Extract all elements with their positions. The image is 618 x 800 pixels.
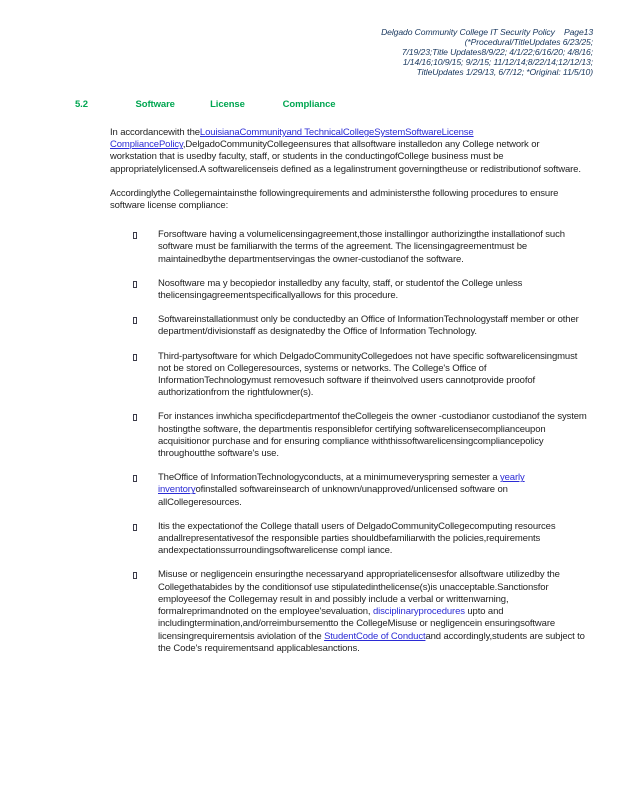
bullet-text (158, 351, 587, 400)
bullet-list (110, 229, 587, 655)
bullet-glyph-column (133, 569, 158, 583)
bullet-glyph-column (133, 411, 158, 425)
text-run: Softwareinstallationmust only be conductedby an Office of InformationTechnologystaff member or other department/divisionstaff as designatedby the Office of Information Technology. (158, 314, 579, 338)
bullet-glyph-column (133, 521, 158, 535)
bullet-marker-icon (133, 317, 137, 324)
bullet-text (158, 411, 587, 460)
bullet-glyph-column (133, 351, 158, 365)
bullet-item (110, 229, 587, 266)
bullet-glyph-column (133, 229, 158, 243)
bullet-text (158, 472, 587, 509)
bullet-marker-icon (133, 572, 137, 579)
text-run: Misuse or negligencein ensuringthe necessaryand appropriatelicensesfor allsoftware utilizedby the Collegethatabides by the conditionsof use stipulatedinthelicense(s)is unacceptable.Sanctionsfor employeesof the Collegemay result in and possibly include a verbal or writtenwarning, formalreprimandnoted on the employee'sevaluation, (158, 569, 560, 618)
bullet-text (158, 569, 587, 654)
section-heading-word-compliance: Compliance (282, 99, 336, 110)
text-run: Nosoftware ma y becopiedor installedby any faculty, staff, or studentof the College unless thelicensingagreementspecificallyallows for this procedure. (158, 277, 523, 302)
text-run: upto and includingtermination,and/orreimbursementto the CollegeMisuse or negligencein ensuringsoftware licensingrequirementsis aviolation of the (158, 606, 556, 642)
text-run: In accordancewith the (110, 127, 200, 138)
section-number: 5.2 (75, 99, 88, 110)
text-run: Third-partysoftware for which DelgadoCommunityCollegedoes not have specific softwarelicensingmust not be stored on Collegeresources, systems or networks. The College's Office of InformationTechnologymust removesuch software if theinvolved users cannotprovide proofof authorizationfrom the rightfulowner(s). (158, 350, 578, 399)
bullet-marker-icon (133, 232, 137, 239)
bullet-marker-icon (133, 524, 137, 531)
bullet-item (110, 314, 587, 338)
bullet-item (110, 411, 587, 460)
disciplinary-procedures-link[interactable]: disciplinaryprocedures (372, 606, 465, 618)
document-body (110, 127, 587, 655)
text-run: For instances inwhicha specificdepartmentof theCollegeis the owner -custodianor custodianof the system hostingthe software, the departmentis responsiblefor certifying softwarelicensecomplianceupon acquisitionor purchase and for ensuring compliance withthissoftwarelicensingcompliancepolicy throughoutthe software's use. (158, 411, 587, 460)
text-run: ,DelgadoCommunityCollegeensures that allsoftware installedon any College network or workstation that is usedby faculty, staff, or students in the conductingofCollege business must be appropriatelylicensed.A softwarelicenseis defined as a legalinstrument governingtheuse or redistributionof software. (110, 139, 581, 175)
bullet-marker-icon (133, 414, 137, 421)
bullet-text (158, 278, 587, 302)
bullet-text (158, 229, 587, 266)
yearly-inventory-link[interactable]: yearly inventory (158, 472, 525, 496)
section-heading (0, 99, 618, 110)
lctcs-software-license-policy-link[interactable]: LouisianaCommunityand TechnicalCollegeSystemSoftwareLicense CompliancePolicy (110, 127, 474, 151)
bullet-item (110, 278, 587, 302)
bullet-glyph-column (133, 314, 158, 328)
text-run: TheOffice of InformationTechnologyconducts, at a minimumeveryspring semester a (158, 472, 501, 484)
header-line-3: 7/19/23;Title Updates8/9/22; 4/1/22;6/16/20; 4/8/16; (401, 47, 593, 57)
bullet-text (158, 521, 587, 558)
paragraph-accordingly (110, 188, 587, 212)
student-code-of-conduct-link[interactable]: StudentCode of Conduct (324, 630, 426, 642)
bullet-marker-icon (133, 281, 137, 288)
bullet-marker-icon (133, 475, 137, 482)
text-run: Forsoftware having a volumelicensingagreement,those installingor authorizingthe installationof such software must be familiarwith the terms of the agreement. The licensingagreementmust be maintainedbythe departmentservingas the owner-custodianof the software. (158, 229, 565, 265)
bullet-text (158, 314, 587, 338)
bullet-item (110, 569, 587, 654)
header-line-1: Delgado Community College IT Security Policy Page13 (381, 27, 593, 37)
bullet-item (110, 351, 587, 400)
paragraph-intro (110, 127, 587, 176)
text-run: Itis the expectationof the College thatall users of DelgadoCommunityCollegecomputing resources andallrepresentativesof the responsible parties shouldbefamiliarwith the policies,requirements andexpectationssurroundingsoftwarelicense compl iance. (158, 520, 556, 557)
header-line-4: 1/14/16;10/9/15; 9/2/15; 11/12/14;8/22/14;12/12/13; (402, 57, 593, 67)
bullet-marker-icon (133, 354, 137, 361)
text-run: Accordinglythe Collegemaintainsthe followingrequirements and administersthe following procedures to ensure software license compliance: (110, 187, 559, 212)
text-run: and accordingly,students are subject to the Code's requirementsand applicablesanctions. (158, 630, 585, 654)
bullet-item (110, 472, 587, 509)
header-line-2: (*Procedural/TitleUpdates 6/23/25; (464, 37, 593, 47)
bullet-glyph-column (133, 278, 158, 292)
bullet-glyph-column (133, 472, 158, 486)
section-heading-word-software: Software (135, 99, 175, 110)
bullet-item (110, 521, 587, 558)
header-line-5: TitleUpdates 1/29/13, 6/7/12; *Original: 11/5/10) (416, 67, 593, 77)
section-heading-word-license: License (210, 99, 245, 110)
text-run: ofinstalled softwareinsearch of unknown/unapproved/unlicensed software on allCollegeresources. (158, 484, 508, 508)
page-header (173, 27, 593, 77)
